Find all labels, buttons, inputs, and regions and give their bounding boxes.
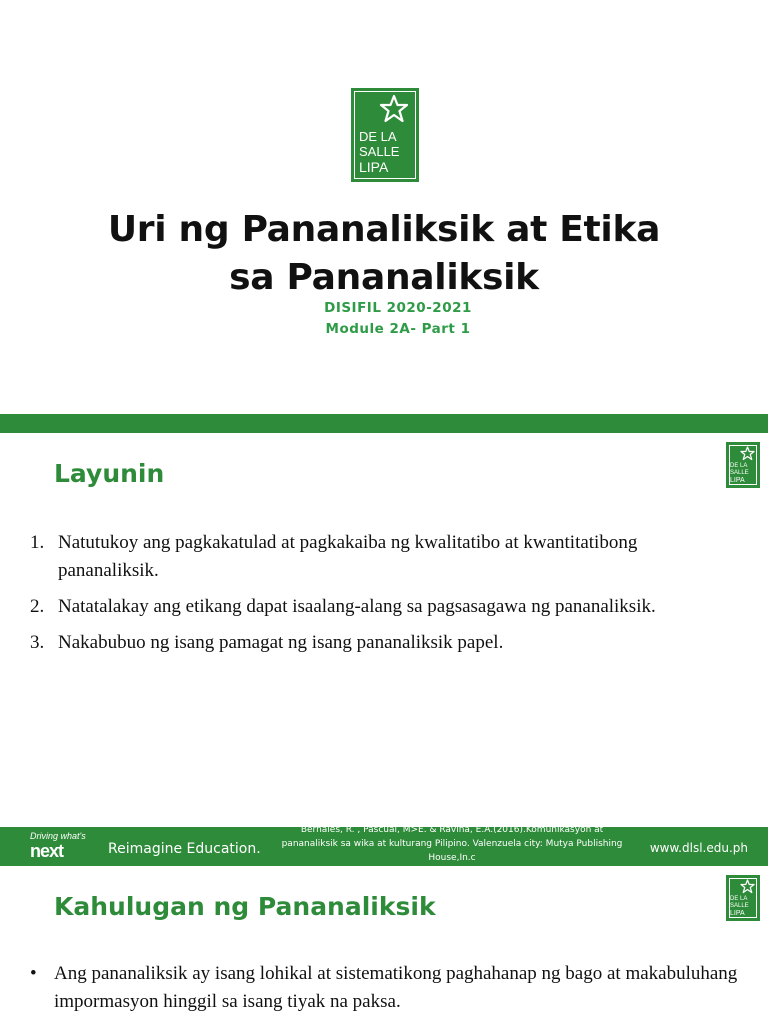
objectives-list: [30, 529, 730, 665]
logo-text-line3: LIPA: [359, 159, 389, 175]
list-text: Natutukoy ang pagkakatulad at pagkakaiba ng kwalitatibo at kwantitatibong pananaliksik.: [58, 532, 638, 581]
dlsl-logo: [351, 88, 419, 182]
website-link[interactable]: www.dlsl.edu.ph: [649, 841, 748, 855]
logo-text-line1: DE LA: [730, 463, 748, 469]
list-item: [30, 529, 730, 585]
logo-text-line3: LIPA: [730, 477, 745, 484]
title-line-1: Uri ng Pananaliksik at Etika: [107, 209, 661, 250]
list-item: [30, 593, 730, 621]
list-item: [30, 960, 740, 1016]
list-number: 3.: [30, 632, 45, 653]
definition-list: [30, 960, 740, 1016]
reimagine-tagline: Reimagine Education.: [108, 841, 261, 857]
list-text: Natatalakay ang etikang dapat isaalang-alang sa pagsasagawa ng pananaliksik.: [58, 596, 656, 617]
logo-text-line2: SALLE: [730, 470, 749, 476]
logo-text-line2: SALLE: [359, 144, 400, 159]
list-text: Ang pananaliksik ay isang lohikal at sistematikong paghahanap ng bago at makabuluhang impormasyon hinggil sa isang tiyak na paksa.: [54, 963, 738, 1012]
objectives-heading: Layunin: [54, 459, 165, 488]
module-label: Module 2A- Part 1: [325, 321, 471, 337]
logo-text-line1: DE LA: [730, 896, 748, 902]
course-code: DISIFIL 2020-2021: [324, 300, 472, 316]
objectives-slide: [0, 433, 768, 825]
bullet-mark: •: [30, 963, 37, 984]
logo-text-line2: SALLE: [730, 903, 749, 909]
list-number: 2.: [30, 596, 45, 617]
logo-text-line1: DE LA: [359, 129, 397, 144]
slide-footer: [0, 827, 768, 866]
list-text: Nakabubuo ng isang pamagat ng isang pananaliksik papel.: [58, 632, 504, 653]
tagline-small: Driving what's: [30, 831, 86, 841]
definition-heading: Kahulugan ng Pananaliksik: [54, 892, 436, 921]
title-slide: [0, 0, 768, 414]
citation-text: Bernales, R. , Pascual, M>E. & Ravina, E.A.(2016).Komunikasyon at pananaliksik sa wika at kulturang Pilipino. Valenzuela city: Mutya Publishing House,In.c: [281, 825, 623, 863]
definition-slide: [0, 866, 768, 1024]
dlsl-logo-small: [726, 442, 760, 488]
slide-divider-bar: [0, 414, 768, 433]
logo-text-line3: LIPA: [730, 910, 745, 917]
list-number: 1.: [30, 532, 45, 553]
star-icon: [740, 446, 755, 461]
dlsl-logo-small: [726, 875, 760, 921]
list-item: [30, 629, 730, 657]
star-icon: [379, 94, 409, 124]
title-line-2: sa Pananaliksik: [229, 257, 539, 298]
presentation-title: [0, 206, 768, 302]
tagline-next-logo: next: [30, 841, 64, 861]
star-icon: [740, 879, 755, 894]
